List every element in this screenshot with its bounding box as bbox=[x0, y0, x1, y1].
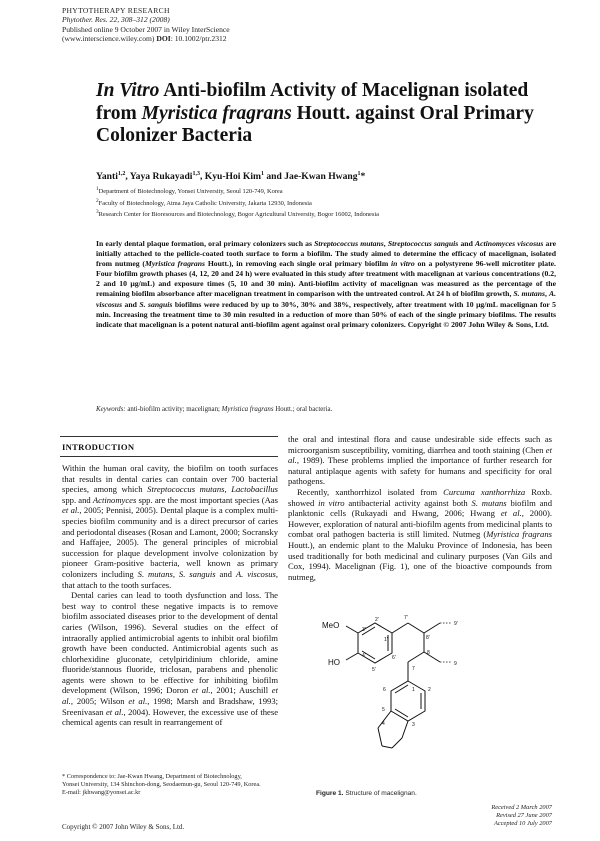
paragraph: Recently, xanthorrhizol isolated from Curcuma xanthorrhiza Roxb. showed in vitro antibacterial activity against both S. mutans biofilm and planktonic cells (Rukayadi and Hwang, 2006; Hwang et al., 2000). However, exploration of natural anti-biofilm agents from medicinal plants to combat oral pathogen bacteria is still limited. Nutmeg (Myristica fragrans Houtt.), an endemic plant to the Maluku Province of Indonesia, has been used traditionally for both medicinal and culinary purposes (Van Gils and Cox, 1994). Macelignan (Fig. 1), one of the bioactive compounds from nutmeg, bbox=[288, 486, 553, 582]
doi-label: DOI bbox=[156, 34, 171, 44]
atom-label: 8' bbox=[426, 635, 430, 641]
author-sup: 1,3 bbox=[192, 171, 200, 177]
affiliation-text: Faculty of Biotechnology, Atma Jaya Catholic University, Jakarta 12930, Indonesia bbox=[98, 199, 312, 207]
article-title bbox=[96, 80, 556, 148]
author-sup: 1 bbox=[357, 171, 361, 177]
affiliation-text: Research Center for Bioresources and Biotechnology, Bogor Agricultural University, Bogor 16002, Indonesia bbox=[98, 211, 379, 219]
affiliation bbox=[96, 185, 379, 197]
ho-label: HO bbox=[328, 658, 340, 667]
correspondence-line: Yonsei University, 134 Shinchon-dong, Seodaemun-gu, Seoul 120-749, Korea. bbox=[62, 781, 261, 789]
accepted-date: Accepted 10 July 2007 bbox=[493, 820, 552, 828]
paragraph: the oral and intestinal flora and cause undesirable side effects such as microorganism susceptibility, vomiting, diarrhea and tooth staining (Chen et al., 1989). These problems implied the importance of further research for natural antiplaque agents with safety for humans and specificity for oral pathogens. bbox=[288, 434, 552, 487]
section-rule-bottom bbox=[60, 456, 278, 457]
keywords: Keywords: anti-biofilm activity; macelignan; Myristica fragrans Houtt.; oral bacteria. bbox=[96, 406, 333, 413]
doi-value[interactable]: : 10.1002/ptr.2312 bbox=[170, 34, 227, 44]
correspondence-note bbox=[62, 773, 282, 798]
title-part-4: Houtt. against Oral Primary Colonizer Bacteria bbox=[96, 102, 534, 146]
journal-name: PHYTOTHERAPY RESEARCH bbox=[62, 6, 170, 15]
atom-label: 3 bbox=[412, 722, 415, 728]
website-link[interactable]: (www.interscience.wiley.com) bbox=[62, 34, 155, 44]
atom-label: 7' bbox=[404, 615, 408, 621]
keywords-label: Keywords: bbox=[96, 406, 126, 413]
atom-label: 4 bbox=[382, 721, 385, 727]
atom-label: 9 bbox=[454, 661, 457, 667]
author-hwang: and Jae-Kwan Hwang bbox=[263, 171, 358, 183]
correspondence-email[interactable]: E-mail: jkhwang@yonsei.ac.kr bbox=[62, 789, 141, 797]
affiliation-sup: 2 bbox=[96, 197, 99, 204]
affiliation-sup: 1 bbox=[96, 186, 99, 192]
figure-caption bbox=[316, 790, 417, 797]
lower-aromatic-ring bbox=[391, 681, 425, 721]
affiliation bbox=[96, 197, 379, 209]
title-part-2: Anti-biofilm Activity of Macelignan isolated from bbox=[96, 80, 529, 124]
atom-label: 5' bbox=[372, 667, 376, 673]
citation: Phytother. Res. 22, 308–312 (2008) bbox=[62, 15, 170, 25]
atom-label: 9' bbox=[454, 621, 458, 627]
correspondence-line: * Correspondence to: Jae-Kwan Hwang, Department of Biotechnology, bbox=[62, 773, 242, 780]
atom-label: 2 bbox=[428, 687, 431, 693]
title-part-1: In Vitro bbox=[96, 80, 160, 101]
affiliation-sup: 3 bbox=[96, 209, 99, 216]
title-part-3: Myristica fragrans bbox=[141, 102, 292, 124]
atom-label: 1 bbox=[412, 687, 415, 693]
running-header bbox=[62, 6, 230, 44]
received-date: Received 2 March 2007 bbox=[491, 804, 552, 811]
published-line: Published online 9 October 2007 in Wiley InterScience bbox=[62, 24, 230, 34]
affiliation-text: Department of Biotechnology, Yonsei University, Seoul 120-749, Korea bbox=[98, 188, 283, 196]
footer-copyright: Copyright © 2007 John Wiley & Sons, Ltd. bbox=[62, 823, 185, 831]
atom-label: 4' bbox=[362, 653, 366, 659]
author-list bbox=[96, 171, 365, 182]
section-heading: INTRODUCTION bbox=[62, 442, 135, 452]
revised-date: Revised 27 June 2007 bbox=[496, 812, 552, 820]
atom-label: 6' bbox=[392, 655, 396, 661]
meo-label: MeO bbox=[322, 621, 340, 630]
author-rukayadi: , Yaya Rukayadi bbox=[125, 171, 193, 183]
atom-label: 7 bbox=[412, 666, 415, 672]
author-sup: 1,2 bbox=[117, 171, 126, 177]
affiliation bbox=[96, 208, 379, 220]
abstract: In early dental plaque formation, oral primary colonizers such as Streptococcus mutans, Streptococcus sanguis and Actinomyces viscosus are initially attached to the pellicle-coated tooth surface to form a biofilm. The study aimed to determine the efficacy of macelignan, isolated from nutmeg (Myristica fragrans Houtt.), in removing each single oral primary biofilm in vitro on a polystyrene 96-well microtiter plate. Four biofilm growth phases (4, 12, 20 and 24 h) were evaluated in this study after treatment with macelignan at various concentrations (0.2, 2 and 10 μg/mL) and exposure times (5, 10 and 30 min). Anti-biofilm activity of macelignan was measured as the percentage of the remaining biofilm absorbance after macelignan treatment in comparison with the untreated control. At 24 h of biofilm growth, S. mutans, A. viscosus and S. sanguis biofilms were reduced by up to 30%, 30% and 38%, respectively, after treatment with 10 μg/mL macelignan for 5 min. Increasing the treatment time to 30 min resulted in a reduction of more than 50% of each of the single primary biofilms. The results indicate that macelignan is a potent natural anti-biofilm agent against oral primary colonizers. Copyright © 2007 John Wiley & Sons, Ltd. bbox=[96, 239, 557, 329]
author-sup: 1 bbox=[260, 171, 264, 177]
doi-line bbox=[62, 34, 230, 43]
affiliations bbox=[96, 185, 379, 220]
corresponding-mark: * bbox=[360, 171, 366, 183]
atom-label: 5 bbox=[382, 707, 385, 713]
author-yanti: Yanti bbox=[96, 171, 118, 183]
paragraph: Within the human oral cavity, the biofilm on tooth surfaces that results in dental caries can contain over 700 bacterial species, among which Streptococcus mutans, Lactobacillus spp. and Actinomyces spp. are the most important species (Aas et al., 2005; Pennisi, 2005). Dental plaque is a complex multi-species biofilm community and is a direct precursor of caries and periodontal diseases (Rosan and Lamont, 2000; Socransky and Haffajee, 2005). The general principles of microbial succession for plaque development involve colonization by pioneer Gram-positive bacteria, well known as primary colonizers including S. mutans, S. sanguis and A. viscosus, that attach to the tooth surfaces. bbox=[62, 463, 279, 590]
atom-label: 1' bbox=[384, 637, 388, 643]
atom-label: 3' bbox=[362, 627, 366, 633]
atom-label: 6 bbox=[383, 687, 386, 693]
paragraph: Dental caries can lead to tooth dysfunction and loss. The best way to control these negative impacts is to remove biofilm associated diseases prior to the development of dental caries (Wilson, 1996). Several studies on the effect of intraorally applied antimicrobial agents to inhibit oral biofilm growth have been conducted. Antimicrobial agents such as chlorhexidine gluconate, cetylpiridinium chloride, amine fluoride/stannous fluoride, triclosan, parabens and phenolic agents were shown to be effective for inhibiting biofilm development (Wilson, 1996; Doron et al., 2001; Auschill et al., 2005; Wilson et al., 1998; Marsh and Bradshaw, 1993; Sreenivasan et al., 2004). However, the excessive use of these chemical agents can result in rearrangement of bbox=[62, 590, 279, 728]
left-column bbox=[62, 463, 278, 728]
macelignan-structure-figure bbox=[300, 588, 550, 808]
right-column bbox=[288, 434, 552, 582]
atom-label: 2' bbox=[375, 617, 379, 623]
figure-caption-label: Figure 1. bbox=[316, 790, 344, 797]
section-rule-top bbox=[60, 436, 278, 437]
figure-caption-text: Structure of macelignan. bbox=[343, 790, 417, 797]
atom-label: 8 bbox=[427, 650, 430, 656]
author-kim: , Kyu-Hoi Kim bbox=[199, 171, 261, 183]
received-dates bbox=[491, 804, 552, 829]
